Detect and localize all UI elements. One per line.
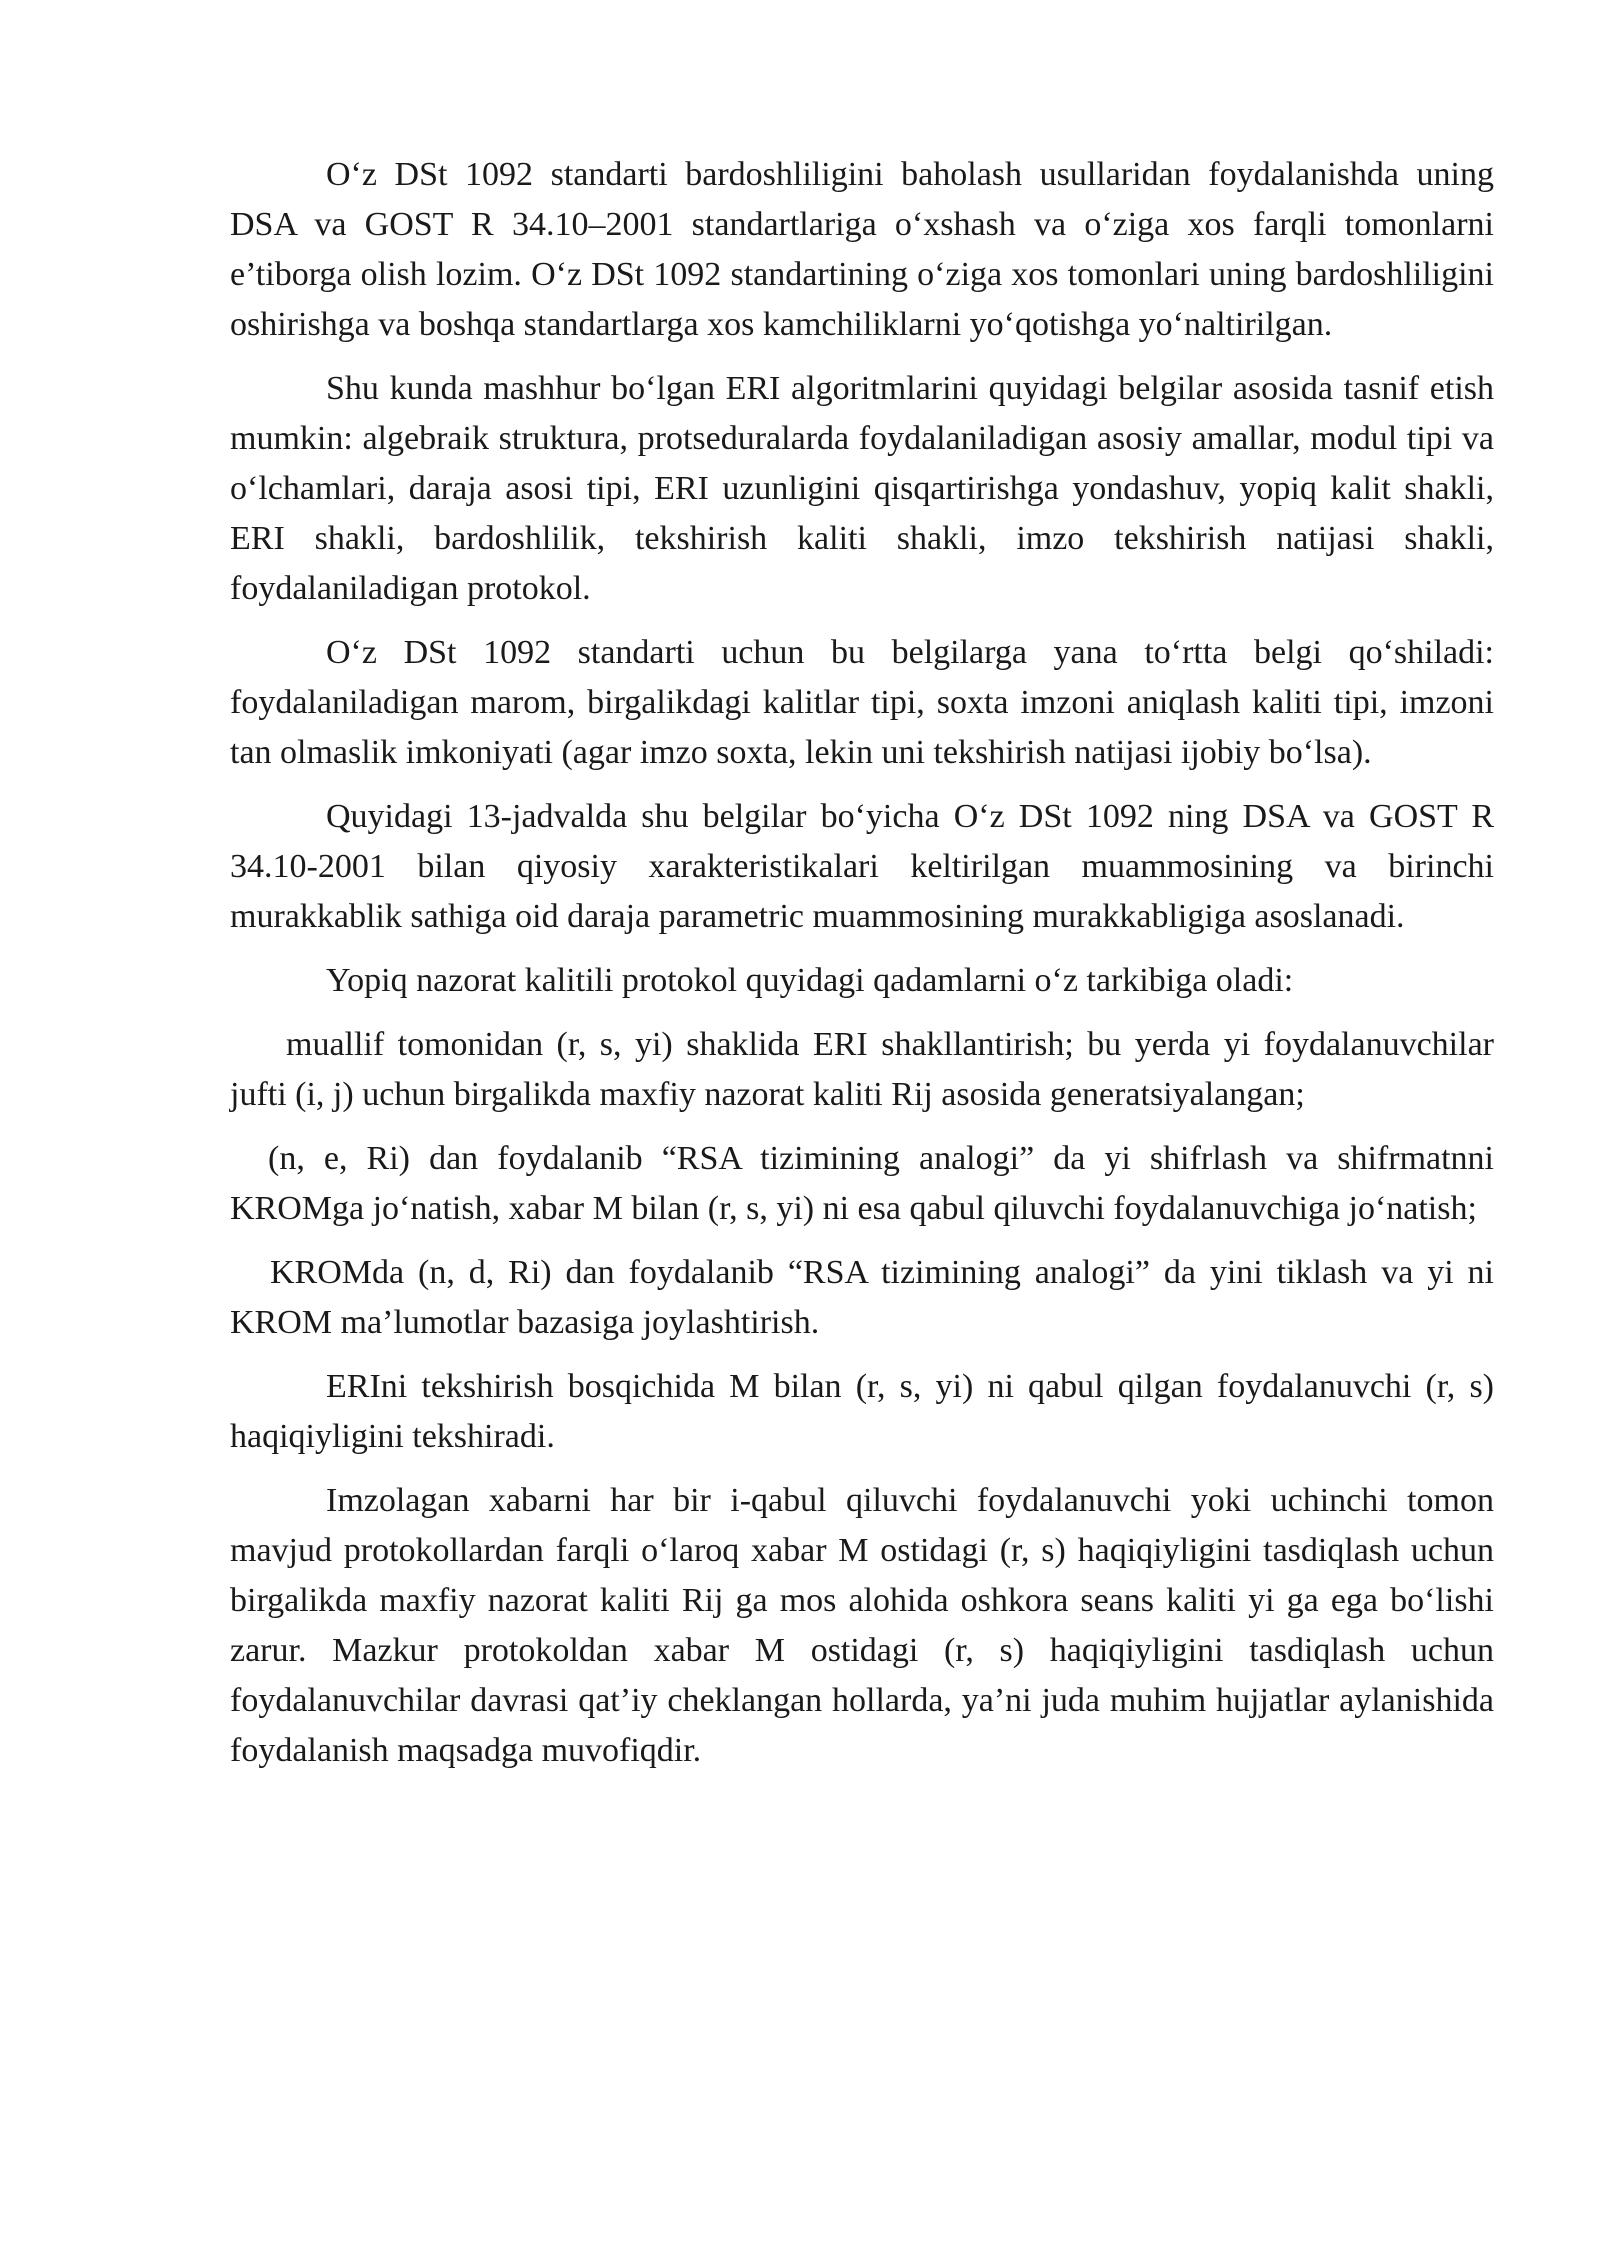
- paragraph-eri-verification: ERIni tekshirish bosqichida M bilan (r, s, yi) ni qabul qilgan foydalanuvchi (r, s) haqiqiyligini tekshiradi.: [230, 1368, 1494, 1455]
- paragraph-step-2: (n, e, Ri) dan foydalanib “RSA tizimining analogi” da yi shifrlash va shifrmatnni KROMga jo‘natish, xabar M bilan (r, s, yi) ni esa qabul qiluvchi foydalanuvchiga jo‘natish;: [230, 1140, 1494, 1227]
- paragraph-eri-classification: Shu kunda mashhur bo‘lgan ERI algoritmlarini quyidagi belgilar asosida tasnif etish mumkin: algebraik struktura, protseduralarda foydalaniladigan asosiy amallar, modul tipi va o‘lchamlari, daraja asosi tipi, ERI uzunligini qisqartirishga yondashuv, yopiq kalit shakli, ERI shakli, bardoshlilik, tekshirish kaliti shakli, imzo tekshirish natijasi shakli, foydalaniladigan protokol.: [230, 370, 1494, 607]
- document-page: [230, 150, 1494, 1790]
- paragraph-additional-features: O‘z DSt 1092 standarti uchun bu belgilarga yana to‘rtta belgi qo‘shiladi: foydalaniladigan marom, birgalikdagi kalitlar tipi, soxta imzoni aniqlash kaliti tipi, imzoni tan olmaslik imkoniyati (agar imzo soxta, lekin uni tekshirish natijasi ijobiy bo‘lsa).: [230, 634, 1494, 771]
- paragraph-standard-resistance: O‘z DSt 1092 standarti bardoshliligini baholash usullaridan foydalanishda uning DSA va GOST R 34.10–2001 standartlariga o‘xshash va o‘ziga xos farqli tomonlarni e’tiborga olish lozim. O‘z DSt 1092 standartining o‘ziga xos tomonlari uning bardoshliligini oshirishga va boshqa standartlarga xos kamchiliklarni yo‘qotishga yo‘naltirilgan.: [230, 156, 1494, 343]
- paragraph-step-3: KROMda (n, d, Ri) dan foydalanib “RSA tizimining analogi” da yini tiklash va yi ni KROM ma’lumotlar bazasiga joylashtirish.: [230, 1254, 1494, 1341]
- paragraph-protocol-steps-intro: Yopiq nazorat kalitili protokol quyidagi qadamlarni o‘z tarkibiga oladi:: [326, 962, 1294, 999]
- paragraph-step-1: muallif tomonidan (r, s, yi) shaklida ERI shakllantirish; bu yerda yi foydalanuvchilar jufti (i, j) uchun birgalikda maxfiy nazorat kaliti Rij asosida generatsiyalangan;: [230, 1026, 1494, 1113]
- paragraph-table-13: Quyidagi 13-jadvalda shu belgilar bo‘yicha O‘z DSt 1092 ning DSA va GOST R 34.10-2001 bilan qiyosiy xarakteristikalari keltirilgan muammosining va birinchi murakkablik sathiga oid daraja parametric muammosining murakkabligiga asoslanadi.: [230, 798, 1494, 935]
- paragraph-signed-message: Imzolagan xabarni har bir i-qabul qiluvchi foydalanuvchi yoki uchinchi tomon mavjud protokollardan farqli o‘laroq xabar M ostidagi (r, s) haqiqiyligini tasdiqlash uchun birgalikda maxfiy nazorat kaliti Rij ga mos alohida oshkora seans kaliti yi ga ega bo‘lishi zarur. Mazkur protokoldan xabar M ostidagi (r, s) haqiqiyligini tasdiqlash uchun foydalanuvchilar davrasi qat’iy cheklangan hollarda, ya’ni juda muhim hujjatlar aylanishida foydalanish maqsadga muvofiqdir.: [230, 1482, 1494, 1769]
